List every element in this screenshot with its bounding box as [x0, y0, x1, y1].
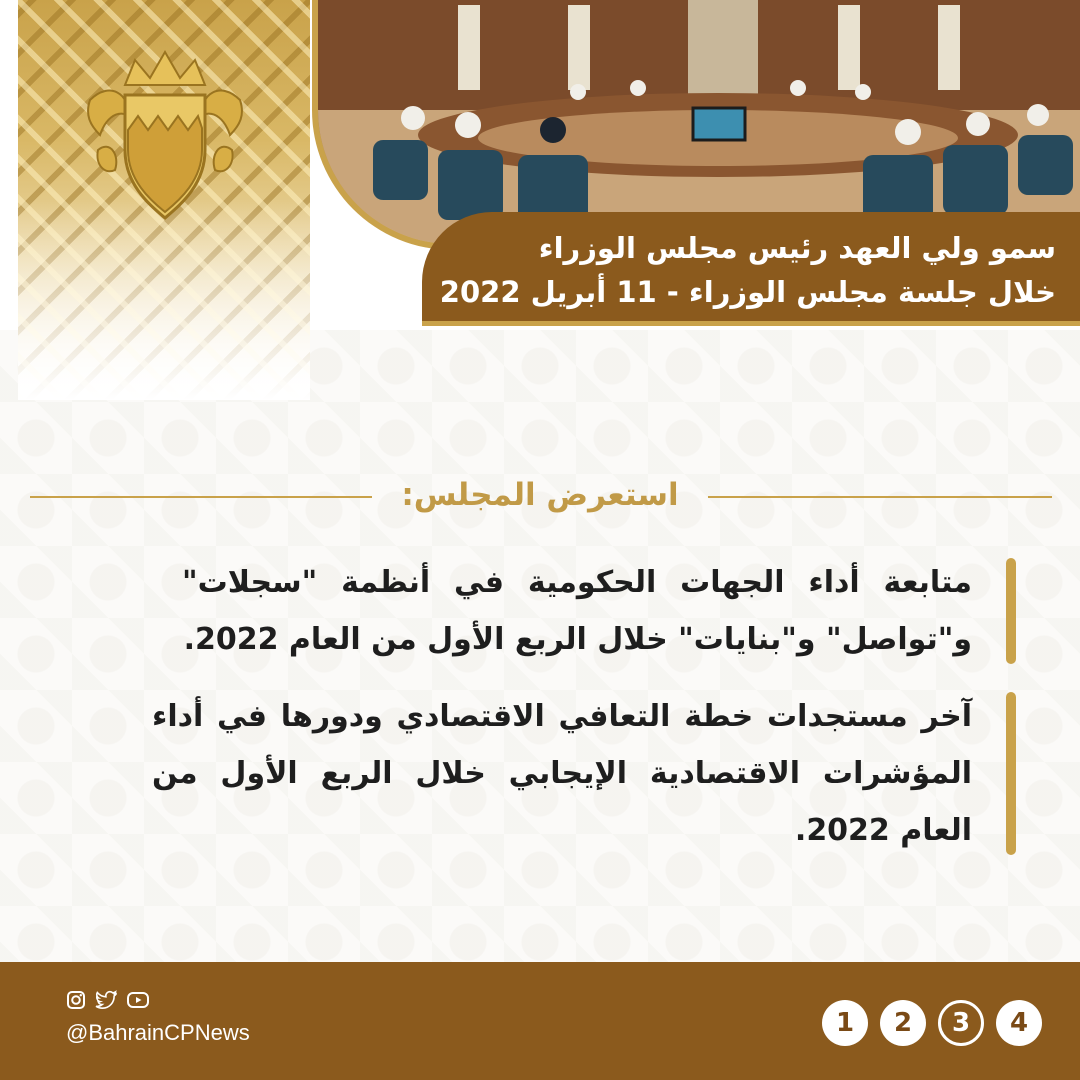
section-title: استعرض المجلس:	[401, 477, 679, 513]
page-dot-3-active[interactable]: 3	[938, 1000, 984, 1046]
social-icons	[66, 990, 150, 1014]
page-dot-4[interactable]: 4	[996, 1000, 1042, 1046]
twitter-icon[interactable]	[94, 990, 118, 1014]
section-rule-right	[708, 496, 1052, 498]
page-indicator	[822, 1000, 1042, 1046]
headline-line-1: سمو ولي العهد رئيس مجلس الوزراء	[538, 231, 1056, 265]
bullet-item-1	[182, 554, 972, 668]
instagram-icon[interactable]	[66, 990, 86, 1014]
page-dot-2[interactable]: 2	[880, 1000, 926, 1046]
emblem-icon	[70, 40, 260, 230]
headline-line-2: خلال جلسة مجلس الوزراء - 11 أبريل 2022	[439, 275, 1056, 309]
section-rule-left	[30, 496, 372, 498]
bullet-text: متابعة أداء الجهات الحكومية في أنظمة "سجلات" و"تواصل" و"بنايات" خلال الربع الأول من العام 2022.	[182, 565, 972, 657]
bullet-text: آخر مستجدات خطة التعافي الاقتصادي ودورها في أداء المؤشرات الاقتصادية الإيجابي خلال الربع الأول من العام 2022.	[152, 699, 972, 848]
section-heading	[0, 472, 1080, 522]
bullet-bar	[1006, 692, 1016, 855]
footer	[0, 962, 1080, 1080]
social-handle[interactable]: @BahrainCPNews	[66, 1020, 250, 1045]
headline-banner	[422, 212, 1080, 326]
bullet-item-2	[152, 688, 972, 859]
youtube-icon[interactable]	[126, 990, 150, 1014]
bullet-bar	[1006, 558, 1016, 664]
page-dot-1[interactable]: 1	[822, 1000, 868, 1046]
